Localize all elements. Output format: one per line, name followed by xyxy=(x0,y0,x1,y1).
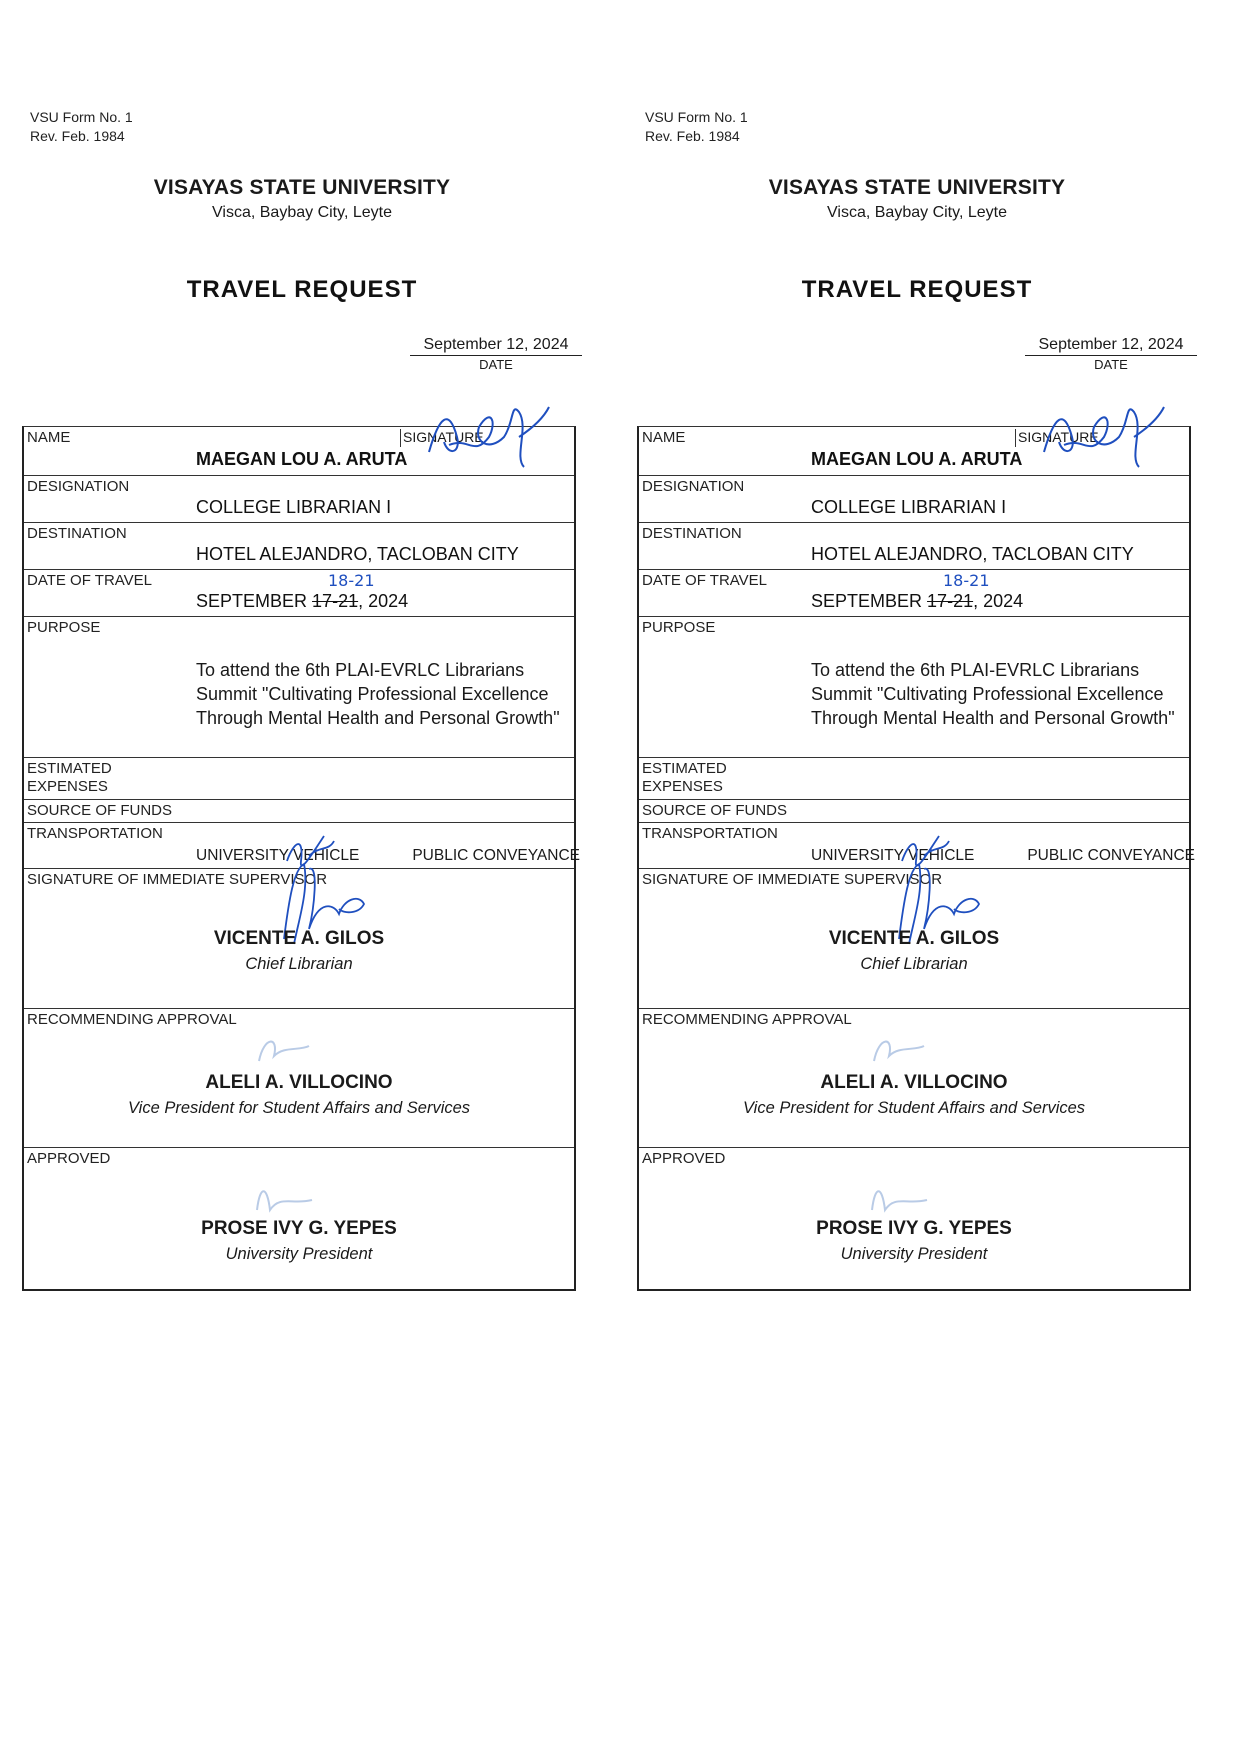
recommending-block xyxy=(24,1072,574,1118)
date-block xyxy=(1025,336,1197,372)
form-revision: Rev. Feb. 1984 xyxy=(30,128,125,144)
estimated-label-line2: EXPENSES xyxy=(642,778,723,795)
transport-university-vehicle: UNIVERSITY VEHICLE xyxy=(811,847,975,864)
supervisor-name: VICENTE A. GILOS xyxy=(213,928,385,949)
date-of-travel-label: DATE OF TRAVEL xyxy=(27,572,153,589)
designation-row xyxy=(639,476,1189,523)
destination-row xyxy=(639,523,1189,570)
approver-block xyxy=(639,1218,1189,1264)
approver-faint-signature xyxy=(252,1180,322,1220)
approver-name: PROSE IVY G. YEPES xyxy=(201,1218,397,1239)
estimated-expenses-label xyxy=(642,760,727,796)
approved-row xyxy=(639,1148,1189,1289)
travel-year: , 2024 xyxy=(358,591,409,611)
purpose-label: PURPOSE xyxy=(642,619,716,636)
estimated-expenses-row xyxy=(639,758,1189,800)
travel-days-struck: 17-21 xyxy=(312,591,359,611)
handwritten-days: 18-21 xyxy=(328,571,375,590)
source-of-funds-row xyxy=(639,800,1189,823)
university-name: VISAYAS STATE UNIVERSITY xyxy=(768,176,1066,199)
date-value: September 12, 2024 xyxy=(410,336,582,356)
name-row xyxy=(24,427,574,476)
handwritten-days: 18-21 xyxy=(943,571,990,590)
estimated-expenses-row xyxy=(24,758,574,800)
designation-row xyxy=(24,476,574,523)
university-name: VISAYAS STATE UNIVERSITY xyxy=(153,176,451,199)
form-number: VSU Form No. 1 xyxy=(645,109,748,125)
supervisor-title: Chief Librarian xyxy=(860,955,968,973)
date-label: DATE xyxy=(479,357,513,372)
supervisor-label: SIGNATURE OF IMMEDIATE SUPERVISOR xyxy=(642,871,943,888)
supervisor-row xyxy=(24,869,574,1009)
form-title: TRAVEL REQUEST xyxy=(186,276,418,303)
designation-label: DESIGNATION xyxy=(27,478,130,495)
approver-faint-signature xyxy=(867,1180,937,1220)
supervisor-title: Chief Librarian xyxy=(245,955,353,973)
estimated-label-line2: EXPENSES xyxy=(27,778,108,795)
travel-month: SEPTEMBER xyxy=(811,591,923,611)
date-block xyxy=(410,336,582,372)
university-address: Visca, Baybay City, Leyte xyxy=(827,204,1007,221)
travel-dates xyxy=(196,591,408,612)
designation-value: COLLEGE LIBRARIAN I xyxy=(811,497,1007,517)
supervisor-block xyxy=(24,928,574,974)
form-number: VSU Form No. 1 xyxy=(30,109,133,125)
estimated-label-line1: ESTIMATED xyxy=(642,760,727,777)
university-header xyxy=(637,176,1197,222)
approver-block xyxy=(24,1218,574,1264)
name-value: MAEGAN LOU A. ARUTA xyxy=(811,449,1023,469)
purpose-row xyxy=(24,617,574,758)
recommending-row xyxy=(24,1009,574,1148)
travel-request-form xyxy=(22,0,582,1320)
signature-mark xyxy=(419,397,559,477)
transportation-label: TRANSPORTATION xyxy=(642,825,778,842)
signature-label: SIGNATURE xyxy=(400,429,484,447)
recommending-label: RECOMMENDING APPROVAL xyxy=(27,1011,237,1028)
request-table xyxy=(22,426,580,1291)
travel-days-struck: 17-21 xyxy=(927,591,974,611)
transport-public-conveyance: PUBLIC CONVEYANCE xyxy=(1027,847,1195,864)
purpose-value: To attend the 6th PLAI-EVRLC Librarians Summit "Cultivating Professional Excellence Through Mental Health and Personal Growth" xyxy=(196,660,560,728)
transport-public-conveyance: PUBLIC CONVEYANCE xyxy=(412,847,580,864)
transport-university-vehicle: UNIVERSITY VEHICLE xyxy=(196,847,360,864)
transportation-label: TRANSPORTATION xyxy=(27,825,163,842)
date-value: September 12, 2024 xyxy=(1025,336,1197,356)
recommending-block xyxy=(639,1072,1189,1118)
date-of-travel-row xyxy=(24,570,574,617)
approver-title: University President xyxy=(840,1245,988,1263)
form-number-block xyxy=(645,108,748,146)
designation-label: DESIGNATION xyxy=(642,478,745,495)
approver-title: University President xyxy=(225,1245,373,1263)
date-of-travel-row xyxy=(639,570,1189,617)
destination-label: DESTINATION xyxy=(642,525,742,542)
source-of-funds-label: SOURCE OF FUNDS xyxy=(642,802,788,819)
form-revision: Rev. Feb. 1984 xyxy=(645,128,740,144)
source-of-funds-label: SOURCE OF FUNDS xyxy=(27,802,173,819)
destination-value: HOTEL ALEJANDRO, TACLOBAN CITY xyxy=(196,544,519,564)
travel-dates xyxy=(811,591,1023,612)
recommending-name: ALELI A. VILLOCINO xyxy=(820,1072,1008,1093)
name-label: NAME xyxy=(27,429,71,446)
university-address: Visca, Baybay City, Leyte xyxy=(212,204,392,221)
name-value: MAEGAN LOU A. ARUTA xyxy=(196,449,408,469)
supervisor-label: SIGNATURE OF IMMEDIATE SUPERVISOR xyxy=(27,871,328,888)
signature-mark xyxy=(1034,397,1174,477)
form-number-block xyxy=(30,108,133,146)
request-table xyxy=(637,426,1195,1291)
date-of-travel-label: DATE OF TRAVEL xyxy=(642,572,768,589)
approved-label: APPROVED xyxy=(642,1150,726,1167)
travel-year: , 2024 xyxy=(973,591,1024,611)
approved-row xyxy=(24,1148,574,1289)
recommending-row xyxy=(639,1009,1189,1148)
purpose-value: To attend the 6th PLAI-EVRLC Librarians Summit "Cultivating Professional Excellence Through Mental Health and Personal Growth" xyxy=(811,660,1175,728)
signature-label: SIGNATURE xyxy=(1015,429,1099,447)
recommending-faint-signature xyxy=(254,1031,324,1071)
approved-label: APPROVED xyxy=(27,1150,111,1167)
recommending-faint-signature xyxy=(869,1031,939,1071)
name-row xyxy=(639,427,1189,476)
travel-request-form-copy xyxy=(637,0,1197,1320)
university-header xyxy=(22,176,582,222)
name-label: NAME xyxy=(642,429,686,446)
form-title: TRAVEL REQUEST xyxy=(801,276,1033,303)
recommending-label: RECOMMENDING APPROVAL xyxy=(642,1011,852,1028)
destination-value: HOTEL ALEJANDRO, TACLOBAN CITY xyxy=(811,544,1134,564)
destination-label: DESTINATION xyxy=(27,525,127,542)
recommending-name: ALELI A. VILLOCINO xyxy=(205,1072,393,1093)
supervisor-row xyxy=(639,869,1189,1009)
destination-row xyxy=(24,523,574,570)
supervisor-name: VICENTE A. GILOS xyxy=(828,928,1000,949)
recommending-title: Vice President for Student Affairs and Services xyxy=(742,1099,1086,1117)
recommending-title: Vice President for Student Affairs and Services xyxy=(127,1099,471,1117)
source-of-funds-row xyxy=(24,800,574,823)
purpose-row xyxy=(639,617,1189,758)
travel-month: SEPTEMBER xyxy=(196,591,308,611)
supervisor-block xyxy=(639,928,1189,974)
designation-value: COLLEGE LIBRARIAN I xyxy=(196,497,392,517)
approver-name: PROSE IVY G. YEPES xyxy=(816,1218,1012,1239)
estimated-label-line1: ESTIMATED xyxy=(27,760,112,777)
estimated-expenses-label xyxy=(27,760,112,796)
purpose-label: PURPOSE xyxy=(27,619,101,636)
date-label: DATE xyxy=(1094,357,1128,372)
